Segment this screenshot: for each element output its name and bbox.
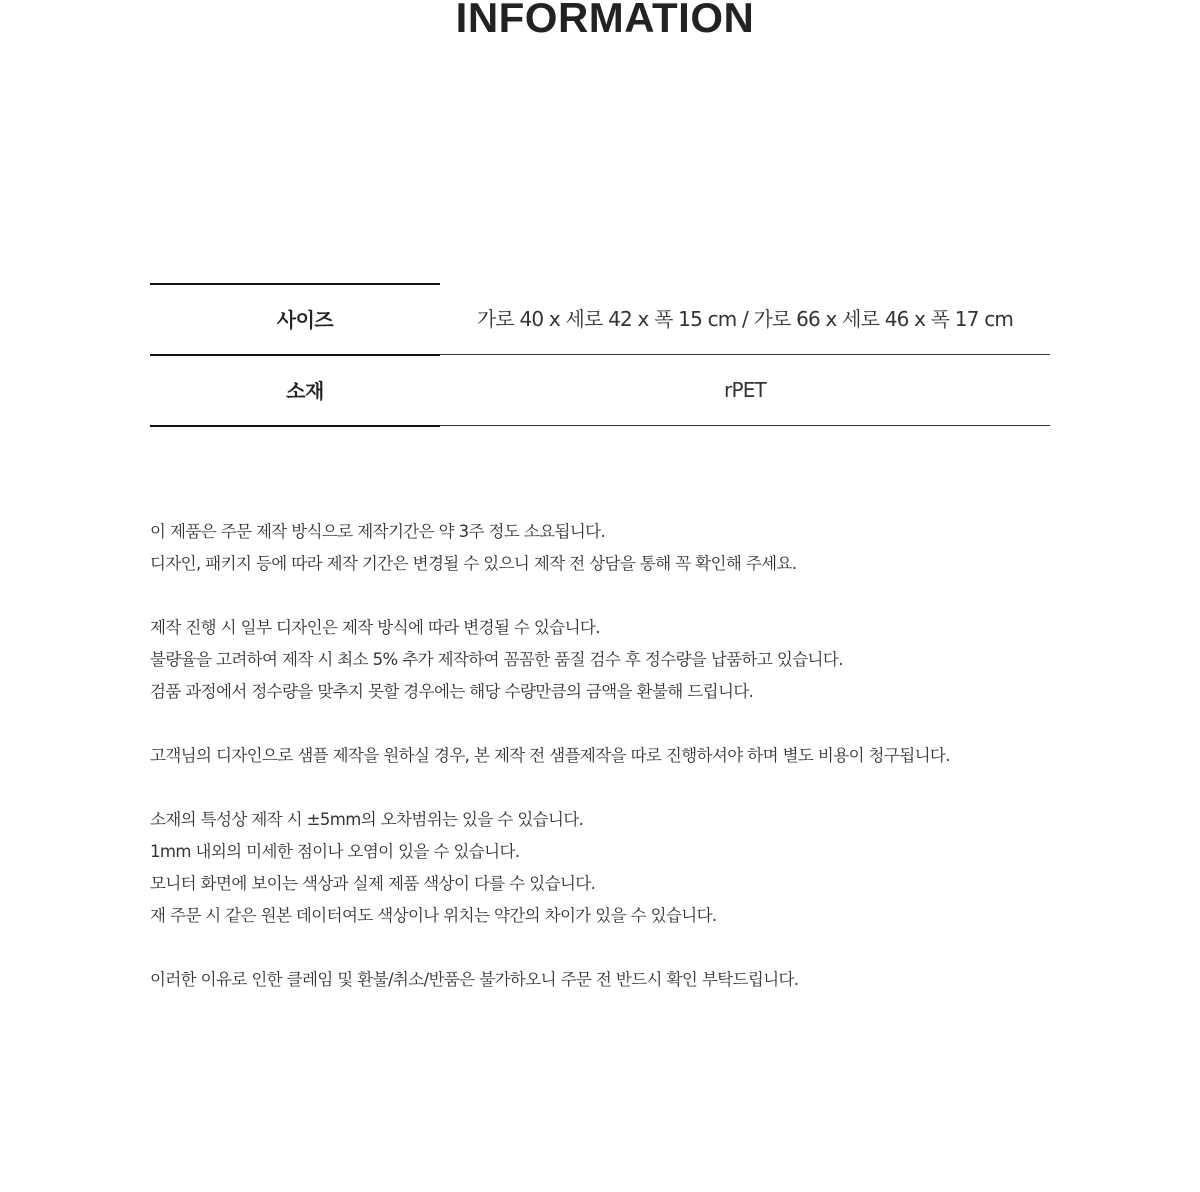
notice-line: 재 주문 시 같은 원본 데이터여도 색상이나 위치는 약간의 차이가 있을 수 있습니다. — [150, 906, 717, 925]
notice-line: 1mm 내외의 미세한 점이나 오염이 있을 수 있습니다. — [150, 842, 520, 861]
notice-line: 소재의 특성상 제작 시 ±5mm의 오차범위는 있을 수 있습니다. — [150, 810, 584, 829]
table-bottom-divider — [150, 425, 1050, 426]
notice-group-material-tolerance — [150, 804, 1150, 932]
notice-line: 제작 진행 시 일부 디자인은 제작 방식에 따라 변경될 수 있습니다. — [150, 618, 600, 637]
notice-line: 검품 과정에서 정수량을 맞추지 못할 경우에는 해당 수량만큼의 금액을 환불해 드립니다. — [150, 682, 754, 701]
page-title: INFORMATION — [455, 0, 755, 41]
spec-label-material: 소재 — [286, 379, 324, 403]
notice-line: 이러한 이유로 인한 클레임 및 환불/취소/반품은 불가하오니 주문 전 반드시 확인 부탁드립니다. — [150, 970, 799, 989]
spec-value-size: 가로 40 x 세로 42 x 폭 15 cm / 가로 66 x 세로 46 x 폭 17 cm — [476, 307, 1014, 331]
spec-row-material — [150, 354, 1050, 425]
notice-line: 모니터 화면에 보이는 색상과 실제 제품 색상이 다를 수 있습니다. — [150, 874, 596, 893]
notice-group-claims — [150, 964, 1150, 996]
spec-label-size: 사이즈 — [276, 308, 334, 332]
notice-group-production-period — [150, 516, 1150, 580]
notice-group-production-process — [150, 612, 1150, 708]
spec-value-material: rPET — [724, 378, 766, 402]
notice-group-sample — [150, 740, 1150, 772]
notice-line: 불량율을 고려하여 제작 시 최소 5% 추가 제작하여 꼼꼼한 품질 검수 후 정수량을 납품하고 있습니다. — [150, 650, 843, 669]
notice-line: 디자인, 패키지 등에 따라 제작 기간은 변경될 수 있으니 제작 전 상담을 통해 꼭 확인해 주세요. — [150, 554, 797, 573]
notice-section — [150, 516, 1150, 1028]
notice-line: 고객님의 디자인으로 샘플 제작을 원하실 경우, 본 제작 전 샘플제작을 따로 진행하셔야 하며 별도 비용이 청구됩니다. — [150, 746, 950, 765]
spec-table — [150, 284, 1050, 426]
spec-row-size — [150, 284, 1050, 354]
notice-line: 이 제품은 주문 제작 방식으로 제작기간은 약 3주 정도 소요됩니다. — [150, 522, 606, 541]
